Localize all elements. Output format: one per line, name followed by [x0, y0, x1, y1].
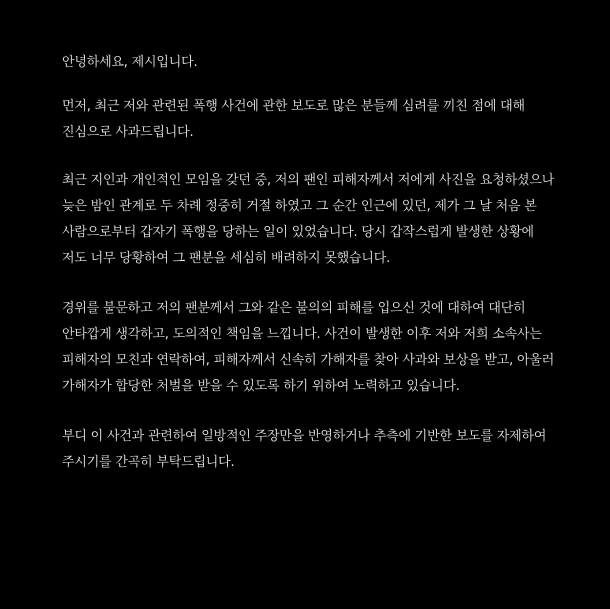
paragraph-line: 가해자가 합당한 처벌을 받을 수 있도록 하기 위하여 노력하고 있습니다. — [62, 379, 460, 394]
paragraph-line: 진심으로 사과드립니다. — [62, 125, 194, 140]
apology-statement — [62, 50, 602, 476]
greeting-line: 안녕하세요, 제시입니다. — [62, 55, 198, 70]
paragraph-line: 늦은 밤인 관계로 두 차례 정중히 거절 하였고 그 순간 인근에 있던, 제가 그 날 처음 본 — [62, 199, 537, 214]
greeting-paragraph — [62, 50, 602, 76]
paragraph-line: 주시기를 간곡히 부탁드립니다. — [62, 455, 235, 470]
request-paragraph — [62, 424, 602, 476]
apology-paragraph — [62, 94, 602, 146]
paragraph-line: 부디 이 사건과 관련하여 일방적인 주장만을 반영하거나 추측에 기반한 보도를 자제하여 — [62, 429, 547, 444]
paragraph-line: 저도 너무 당황하여 그 팬분을 세심히 배려하지 못했습니다. — [62, 251, 391, 266]
incident-paragraph — [62, 168, 602, 272]
paragraph-line: 피해자의 모친과 연락하여, 피해자께서 신속히 가해자를 찾아 사과와 보상을 받고, 아울러 — [62, 353, 555, 368]
paragraph-line: 최근 지인과 개인적인 모임을 갖던 중, 저의 팬인 피해자께서 저에게 사진을 요청하셨으나 — [62, 173, 555, 188]
paragraph-line: 먼저, 최근 저와 관련된 폭행 사건에 관한 보도로 많은 분들께 심려를 끼친 점에 대해 — [62, 99, 525, 114]
paragraph-line: 사람으로부터 갑자기 폭행을 당하는 일이 있었습니다. 당시 갑작스럽게 발생한 상황에 — [62, 225, 534, 240]
responsibility-paragraph — [62, 296, 602, 400]
paragraph-line: 안타깝게 생각하고, 도의적인 책임을 느낍니다. 사건이 발생한 이후 저와 저희 소속사는 — [62, 327, 542, 342]
paragraph-line: 경위를 불문하고 저의 팬분께서 그와 같은 불의의 피해를 입으신 것에 대하여 대단히 — [62, 301, 526, 316]
